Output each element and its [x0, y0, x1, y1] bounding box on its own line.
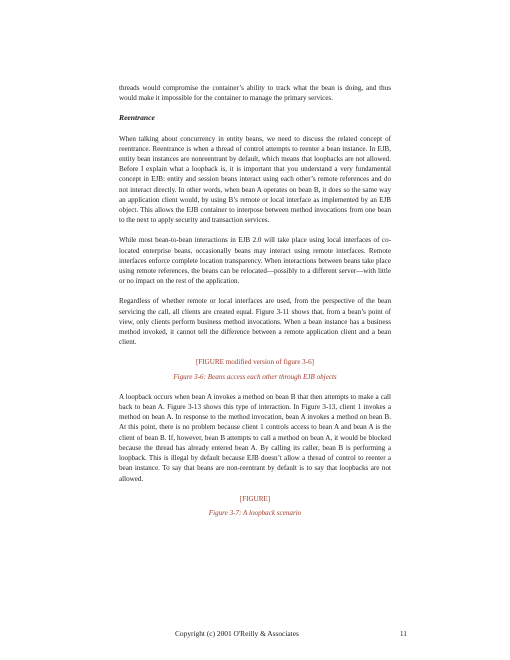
paragraph-clients-equal: Regardless of whether remote or local interfaces are used, from the perspective of the bean servicing the call, all clients are created equal. Figure 3-11 shows that, from a bean’s point of view, only clients perform business method invocations. When a bean instance has a business method invoked, it cannot tell the difference between a remote application client and a bean client.: [119, 297, 391, 347]
figure-2-placeholder: [FIGURE]: [239, 494, 271, 503]
section-heading: Reentrance: [119, 113, 155, 123]
copyright-text: Copyright (c) 2001 O'Reilly & Associates: [175, 629, 299, 638]
figure-1-caption: Figure 3-6: Beans access each other through EJB objects: [173, 372, 337, 381]
page-footer: [175, 629, 407, 638]
intro-paragraph: threads would compromise the container’s ability to track what the bean is doing, and thus would make it impossible for the container to manage the primary services.: [119, 84, 391, 103]
page-content: [119, 83, 391, 528]
figure-2-caption: Figure 3-7: A loopback scenario: [208, 508, 302, 517]
paragraph-local-interfaces: While most bean-to-bean interactions in EJB 2.0 will take place using local interfaces of co-located enterprise beans, occasionally beans may interact using remote interfaces. Remote interfaces enforce complete location transparency. When interactions between beans take place using remote references, the beans can be relocated—possibly to a different server—with little or no impact on the rest of the application.: [119, 236, 391, 286]
figure-1-placeholder: [FIGURE modified version of figure 3-6]: [195, 358, 314, 367]
page-number: 11: [399, 629, 407, 638]
paragraph-loopback: A loopback occurs when bean A invokes a method on bean B that then attempts to make a call back to bean A. Figure 3-13 shows this type of interaction. In Figure 3-13, client 1 invokes a method on bean A. In response to the method invocation, bean A invokes a method on bean B. At this point, there is no problem because client 1 controls access to bean A and bean A is the client of bean B. If, however, bean B attempts to call a method on bean A, it would be blocked because the thread has already entered bean A. By calling its caller, bean B is performing a loopback. This is illegal by default because EJB doesn’t allow a thread of control to reenter a bean instance. To say that beans are non-reentrant by default is to say that loopbacks are not allowed.: [119, 392, 391, 483]
paragraph-reentrance: When talking about concurrency in entity beans, we need to discuss the related concept of reentrance. Reentrance is when a thread of control attempts to reenter a bean instance. In EJB, entity bean instances are nonreentrant by default, which means that loopbacks are not allowed. Before I explain what a loopback is, it is important that you understand a very fundamental concept in EJB: entity and session beans interact using each other’s remote references and do not interact directly. In other words, when bean A operates on bean B, it does so the same way an application client would, by using B’s remote or local interface as implemented by an EJB object. This allows the EJB container to interpose between method invocations from one bean to the next to apply security and transaction services.: [119, 134, 391, 225]
